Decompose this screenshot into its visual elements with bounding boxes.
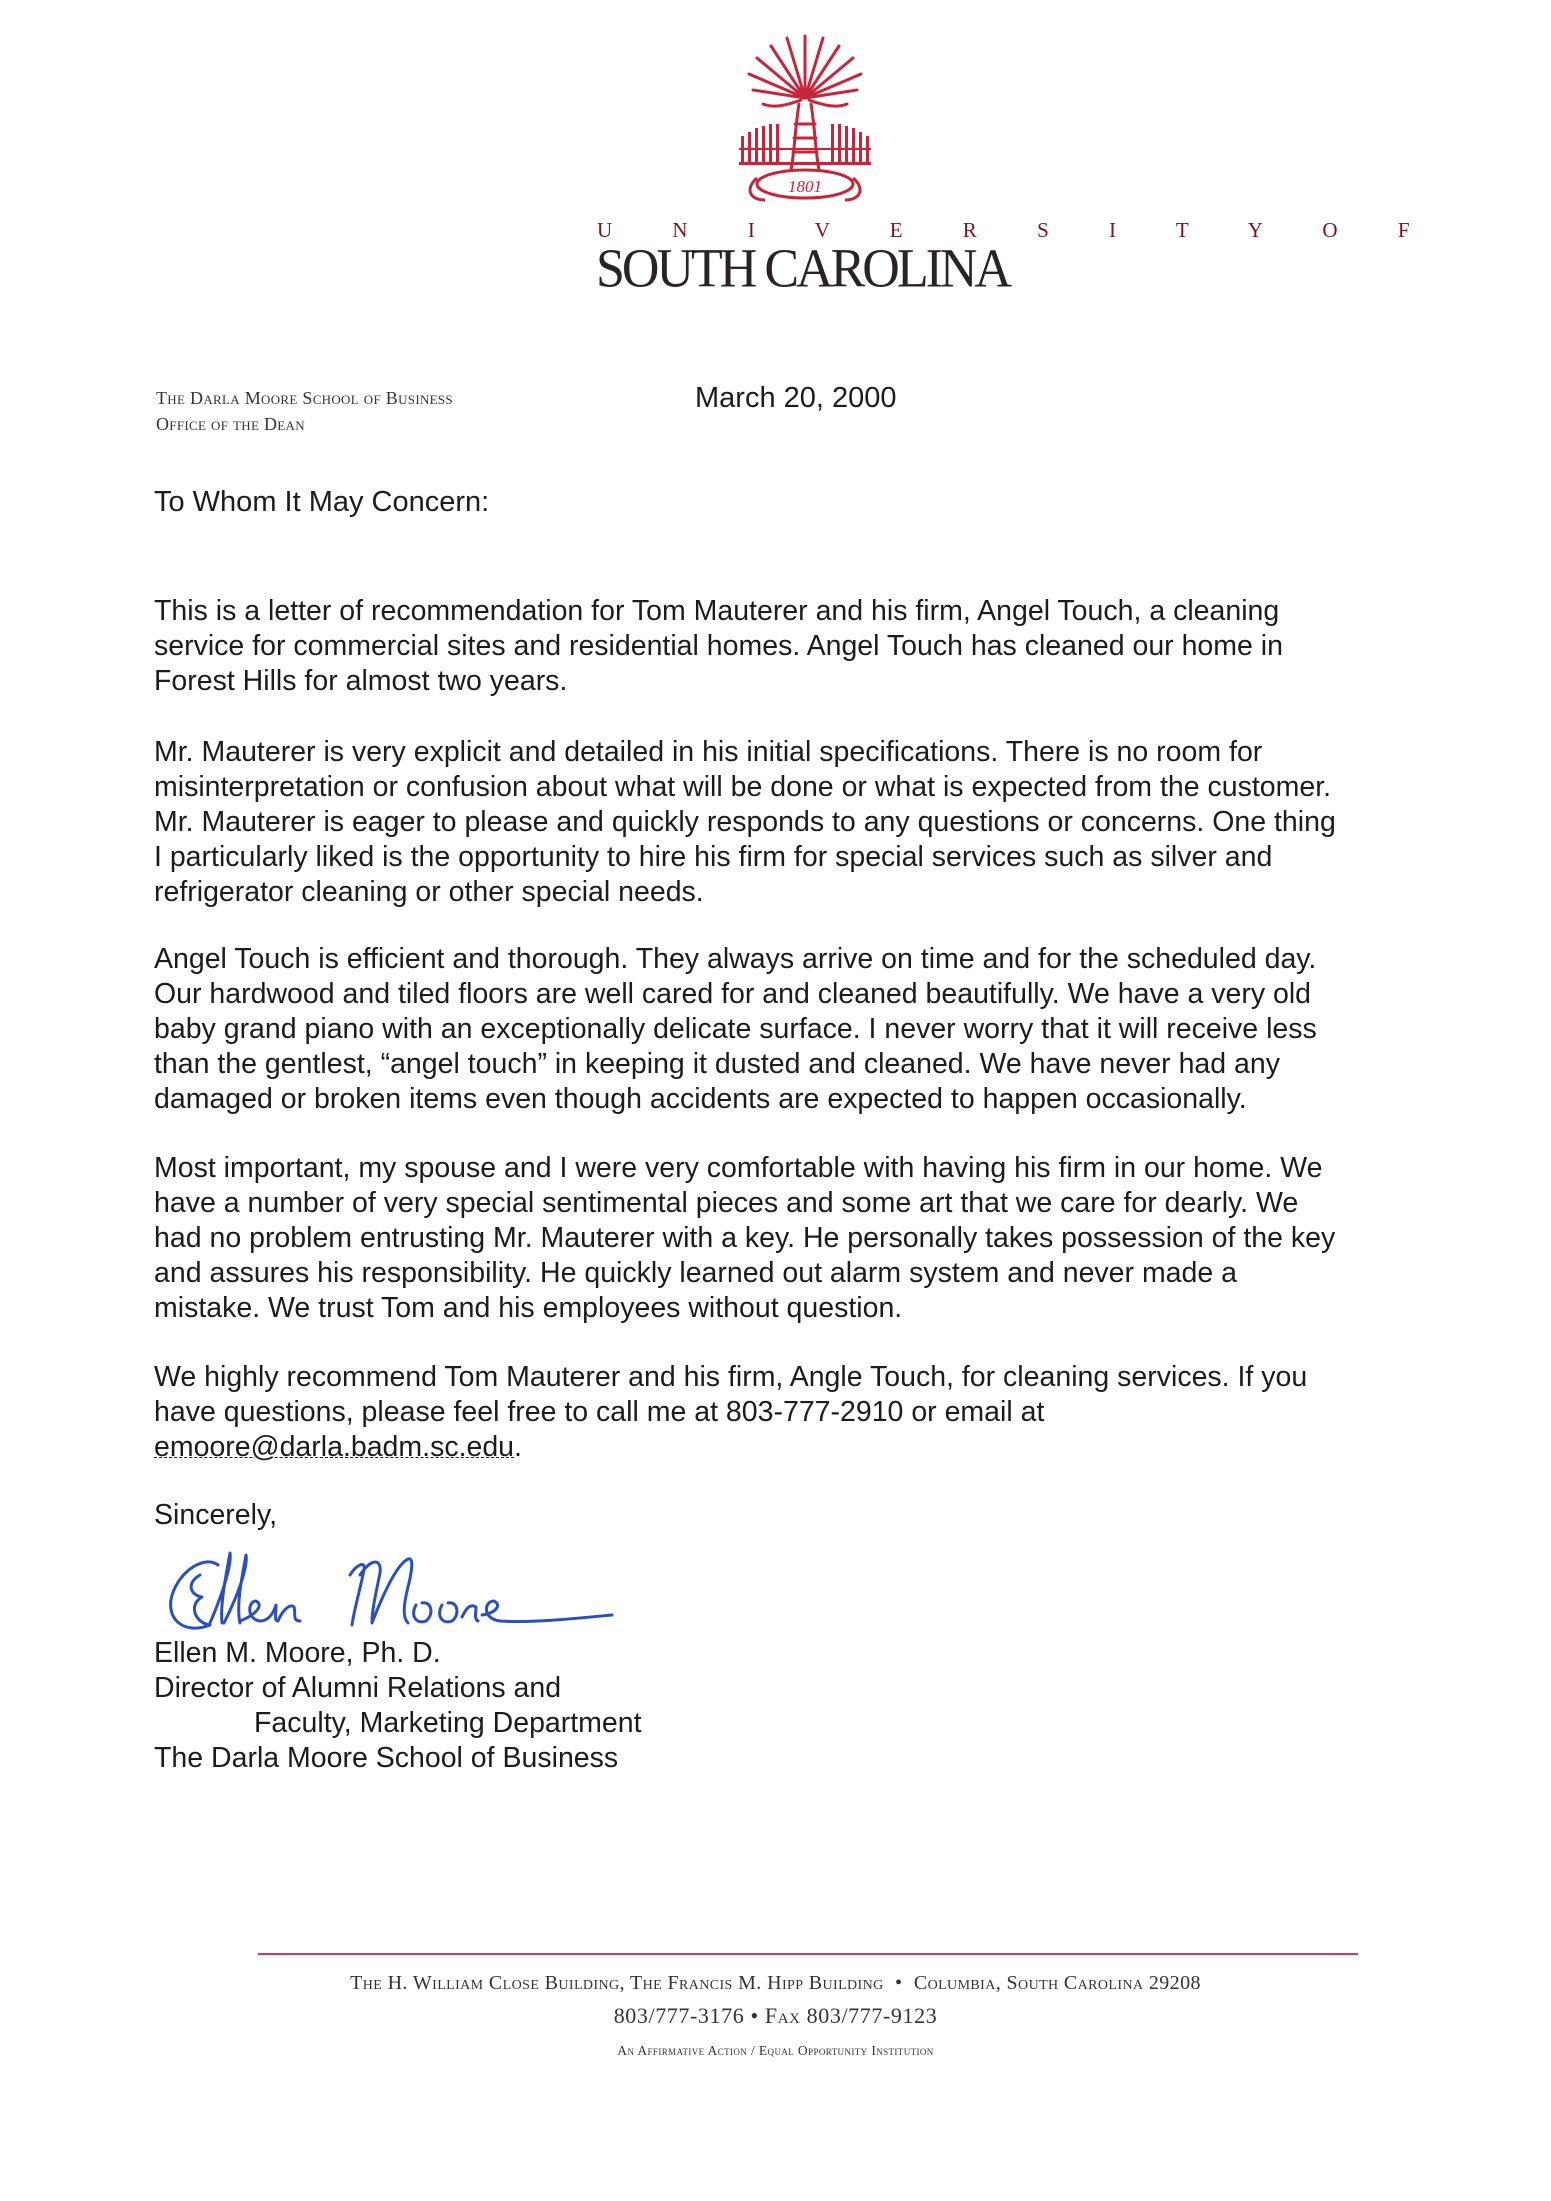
paragraph-line: This is a letter of recommendation for Tom Mauterer and his firm, Angel Touch, a cleaning <box>154 595 1280 627</box>
paragraph-3 <box>154 942 1444 1117</box>
paragraph-line: Most important, my spouse and I were very comfortable with having his firm in our home. We <box>154 1152 1323 1184</box>
signer-organization: The Darla Moore School of Business <box>154 1742 619 1774</box>
paragraph-line: Mr. Mauterer is eager to please and quickly responds to any questions or concerns. One thing <box>154 806 1336 838</box>
paragraph-line: Mr. Mauterer is very explicit and detailed in his initial specifications. There is no room for <box>154 736 1263 768</box>
paragraph-line: service for commercial sites and residential homes. Angel Touch has cleaned our home in <box>154 630 1283 662</box>
footer-divider <box>258 1953 1358 1955</box>
paragraph-line: baby grand piano with an exceptionally delicate surface. I never worry that it will receive less <box>154 1013 1317 1045</box>
footer-phone: 803/777-3176 <box>613 2003 745 2028</box>
paragraph-5 <box>154 1360 1444 1465</box>
paragraph-line: Forest Hills for almost two years. <box>154 665 568 697</box>
paragraph-4 <box>154 1151 1444 1326</box>
paragraph-line: refrigerator cleaning or other special needs. <box>154 876 704 908</box>
bullet-separator: • <box>895 1972 903 1994</box>
paragraph-line: have questions, please feel free to call me at 803-777-2910 or email at <box>154 1396 1045 1428</box>
university-of-heading: U N I V E R S I T Y O F <box>597 218 1438 242</box>
footer-tagline: An Affirmative Action / Equal Opportunity Institution <box>617 2043 934 2058</box>
paragraph-line: Our hardwood and tiled floors are well cared for and cleaned beautifully. We have a very old <box>154 978 1312 1010</box>
email-line <box>154 1430 1444 1465</box>
handwritten-signature <box>160 1535 630 1645</box>
seal-year: 1801 <box>788 177 822 196</box>
paragraph-2 <box>154 735 1444 910</box>
paragraph-line: We highly recommend Tom Mauterer and his firm, Angle Touch, for cleaning services. If you <box>154 1361 1308 1393</box>
signer-name: Ellen M. Moore, Ph. D. <box>154 1637 441 1669</box>
school-name: The Darla Moore School of Business <box>156 388 453 408</box>
email-period: . <box>514 1431 522 1463</box>
paragraph-line: misinterpretation or confusion about what will be done or what is expected from the customer. <box>154 771 1332 803</box>
bullet-separator: • <box>750 2003 759 2028</box>
office-name: Office of the Dean <box>156 414 305 434</box>
paragraph-line: I particularly liked is the opportunity to hire his firm for special services such as silver and <box>154 841 1273 873</box>
paragraph-1 <box>154 594 1444 699</box>
footer-address-buildings: The H. William Close Building, The Francis M. Hipp Building <box>350 1972 884 1994</box>
salutation: To Whom It May Concern: <box>154 486 490 518</box>
paragraph-line: had no problem entrusting Mr. Mauterer with a key. He personally takes possession of the key <box>154 1222 1336 1254</box>
signer-title-2: Faculty, Marketing Department <box>254 1707 642 1739</box>
signer-title-1: Director of Alumni Relations and <box>154 1672 562 1704</box>
footer-address-city: Columbia, South Carolina 29208 <box>913 1972 1201 1994</box>
footer-fax: Fax 803/777-9123 <box>764 2003 938 2028</box>
paragraph-line: have a number of very special sentimental pieces and some art that we care for dearly. We <box>154 1187 1299 1219</box>
paragraph-line: than the gentlest, “angel touch” in keeping it dusted and cleaned. We have never had any <box>154 1048 1281 1080</box>
footer-phone-fax <box>0 2003 1551 2029</box>
email-link[interactable]: emoore@darla.badm.sc.edu <box>154 1431 515 1463</box>
paragraph-line: Angel Touch is efficient and thorough. They always arrive on time and for the scheduled day. <box>154 943 1317 975</box>
paragraph-line: and assures his responsibility. He quickly learned out alarm system and never made a <box>154 1257 1237 1289</box>
paragraph-line: damaged or broken items even though accidents are expected to happen occasionally. <box>154 1083 1247 1115</box>
letter-date: March 20, 2000 <box>695 382 897 414</box>
south-carolina-wordmark: SOUTH CAROLINA <box>596 239 1009 299</box>
footer-address <box>0 1972 1551 1995</box>
paragraph-line: mistake. We trust Tom and his employees without question. <box>154 1292 903 1324</box>
closing: Sincerely, <box>154 1499 278 1531</box>
palmetto-seal-logo <box>735 28 875 213</box>
